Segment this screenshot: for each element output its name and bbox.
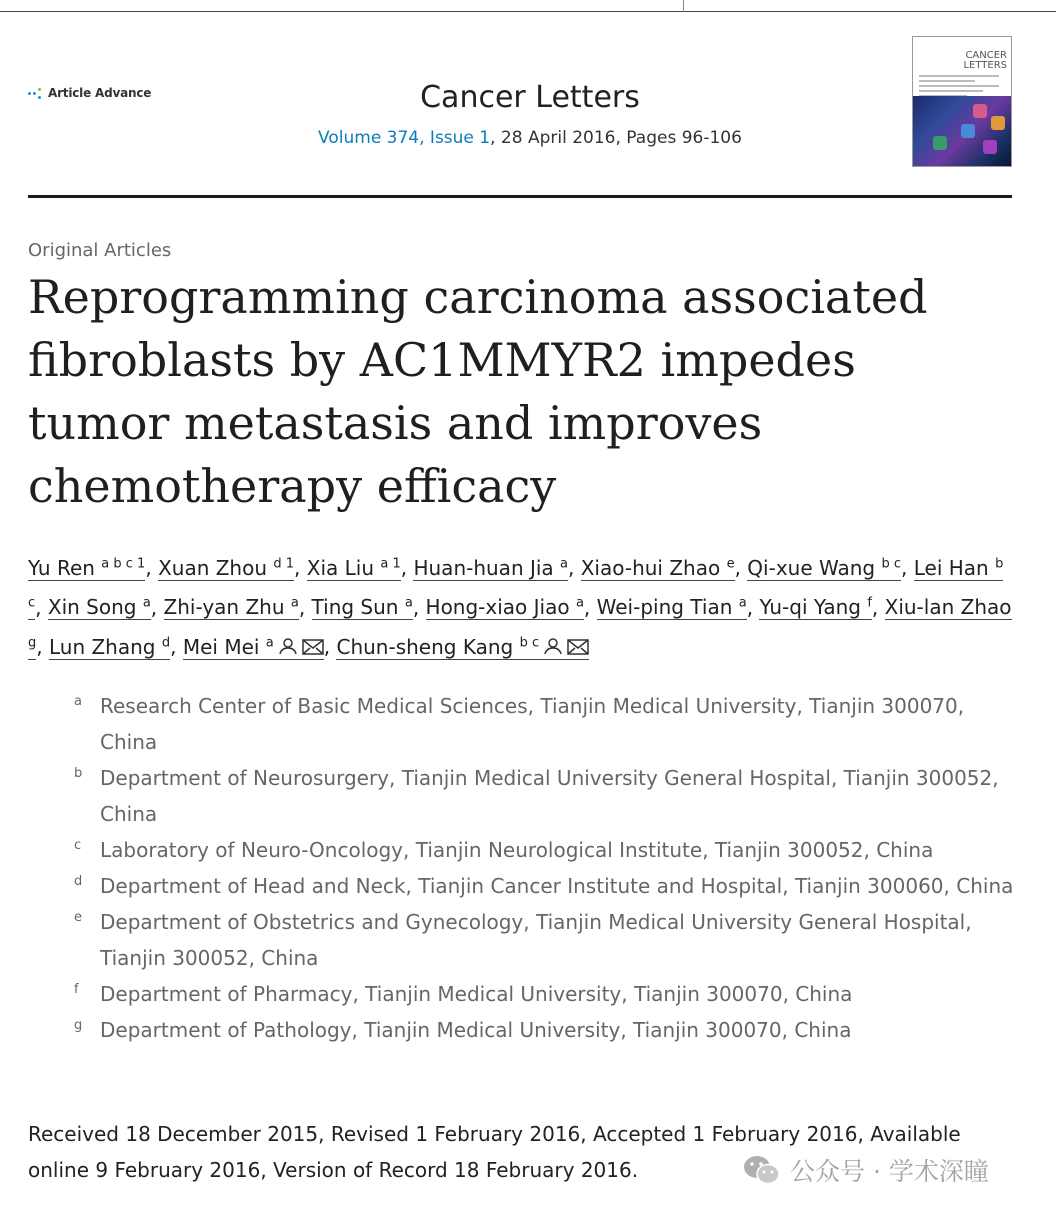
author-link[interactable] — [158, 556, 294, 581]
author-affiliation-marks: e — [726, 556, 735, 571]
author-name: Chun-sheng Kang — [336, 634, 514, 659]
envelope-icon[interactable] — [567, 630, 589, 666]
author-link[interactable] — [597, 595, 747, 620]
issue-link[interactable]: Volume 374, Issue 1 — [318, 128, 491, 148]
author-name: Ting Sun — [311, 595, 399, 620]
author-link[interactable] — [747, 556, 901, 581]
wechat-icon — [742, 1153, 782, 1187]
affiliation-item — [28, 760, 1018, 832]
article-type: Original Articles — [28, 240, 172, 261]
article-advance-badge[interactable] — [28, 86, 151, 100]
affiliation-item — [28, 688, 1018, 760]
author-affiliation-marks: b c — [519, 635, 540, 651]
author-affiliation-marks: a — [290, 595, 299, 611]
author-name: Qi-xue Wang — [747, 555, 876, 580]
author-name: Xia Liu — [306, 555, 375, 580]
person-icon — [543, 630, 563, 666]
cover-title: CANCER LETTERS — [963, 50, 1007, 71]
envelope-icon[interactable] — [302, 630, 324, 666]
author-name: Xuan Zhou — [158, 555, 268, 580]
author-link[interactable] — [581, 556, 735, 581]
author-name: Lun Zhang — [48, 634, 156, 659]
journal-header — [28, 12, 1012, 198]
watermark — [742, 1152, 989, 1188]
author-link[interactable] — [312, 595, 413, 620]
author-name: Zhi-yan Zhu — [163, 595, 285, 620]
affiliation-item — [28, 976, 1018, 1012]
author-affiliation-marks: d — [161, 635, 171, 651]
affiliation-mark: a — [74, 694, 82, 709]
author-name: Yu Ren — [28, 555, 95, 580]
author-name: Hong-xiao Jiao — [425, 595, 570, 620]
article-title: Reprogramming carcinoma associated fibroblasts by AC1MMYR2 impedes tumor metastasis and improves chemotherapy efficacy — [28, 270, 928, 513]
issue-info — [278, 128, 782, 148]
person-icon — [278, 630, 298, 666]
author-affiliation-marks: b c — [881, 556, 902, 571]
author-link[interactable] — [28, 556, 145, 581]
author-affiliation-marks: f — [867, 595, 872, 611]
author-affiliation-marks: a — [738, 595, 747, 611]
author-affiliation-marks: b c — [28, 556, 1004, 611]
author-link[interactable] — [759, 595, 871, 620]
author-list: Yu Ren $^{a b c 1}$, Xuan Zhou $^{d 1}$, Xia Liu $^{a 1}$, Huan-huan Jia $^a$, Xiao-hui Zhao $^e$, Qi-xue Wang $^{b c}$, Lei Han $^{b c}$, Xin Song $^a$, Zhi-yan Zhu $^a$, Ting Sun $^a$, Hong-xiao Jiao $^a$, Wei-ping Tian $^a$, Yu-qi Yang $^f$, Xiu-lan Zhao $^g$, Lun Zhang $^d$, Mei Mei $^a$ , Chun-sheng Kang $^{b c}$ — [28, 546, 1018, 666]
author-affiliation-marks: a — [265, 635, 274, 651]
affiliation-text: Research Center of Basic Medical Sciences, Tianjin Medical University, Tianjin 300070, China — [100, 694, 965, 754]
author-affiliation-marks: a b c 1 — [101, 556, 146, 571]
author-link[interactable] — [183, 635, 324, 660]
author-name: Xin Song — [47, 595, 137, 620]
article-advance-icon — [28, 86, 44, 100]
author-link[interactable] — [307, 556, 401, 581]
author-link[interactable] — [426, 595, 584, 620]
affiliation-text: Department of Neurosurgery, Tianjin Medical University General Hospital, Tianjin 300052, China — [100, 766, 999, 826]
affiliation-mark: b — [74, 766, 83, 781]
author-affiliation-marks: a — [560, 556, 569, 571]
journal-cover-thumbnail[interactable] — [912, 36, 1012, 167]
affiliation-text: Department of Pathology, Tianjin Medical University, Tianjin 300070, China — [100, 1018, 852, 1042]
author-link[interactable] — [164, 595, 299, 620]
author-link[interactable] — [48, 595, 151, 620]
affiliation-mark: g — [74, 1018, 83, 1033]
affiliation-item — [28, 904, 1018, 976]
issue-details: , 28 April 2016, Pages 96-106 — [490, 128, 742, 148]
article-dates: Received 18 December 2015, Revised 1 February 2016, Accepted 1 February 2016, Available online 9 February 2016, Version of Record 18 February 2016. — [28, 1122, 961, 1182]
author-name: Mei Mei — [182, 634, 260, 659]
author-link[interactable] — [413, 556, 568, 581]
cover-artwork — [913, 96, 1012, 166]
affiliation-text: Department of Obstetrics and Gynecology, Tianjin Medical University General Hospital, Tianjin 300052, China — [100, 910, 972, 970]
affiliation-text: Laboratory of Neuro-Oncology, Tianjin Neurological Institute, Tianjin 300052, China — [100, 838, 934, 862]
affiliation-list — [28, 688, 1018, 1048]
author-affiliation-marks: a — [404, 595, 413, 611]
author-name: Yu-qi Yang — [759, 595, 861, 620]
author-affiliation-marks: d 1 — [273, 556, 295, 571]
affiliation-item — [28, 868, 1018, 904]
affiliation-text: Department of Pharmacy, Tianjin Medical University, Tianjin 300070, China — [100, 982, 853, 1006]
author-affiliation-marks: g — [28, 635, 37, 651]
author-name: Lei Han — [913, 555, 989, 580]
affiliation-item — [28, 1012, 1018, 1048]
author-name: Xiao-hui Zhao — [580, 555, 721, 580]
affiliation-item — [28, 832, 1018, 868]
author-link[interactable] — [49, 635, 170, 660]
affiliation-mark: e — [74, 910, 82, 925]
affiliation-text: Department of Head and Neck, Tianjin Cancer Institute and Hospital, Tianjin 300060, China — [100, 874, 1014, 898]
author-affiliation-marks: a — [142, 595, 151, 611]
author-name: Huan-huan Jia — [413, 555, 554, 580]
author-affiliation-marks: a 1 — [380, 556, 401, 571]
article-advance-label: Article Advance — [48, 86, 152, 100]
affiliation-mark: f — [74, 982, 79, 997]
author-link[interactable] — [336, 635, 589, 660]
affiliation-mark: c — [74, 838, 82, 853]
journal-title[interactable]: Cancer Letters — [420, 80, 640, 115]
top-bar — [0, 0, 1056, 12]
author-affiliation-marks: a — [575, 595, 584, 611]
affiliation-mark: d — [74, 874, 83, 889]
watermark-text: 公众号 · 学术深瞳 — [790, 1157, 989, 1186]
author-name: Xiu-lan Zhao — [884, 595, 1012, 620]
author-name: Wei-ping Tian — [596, 595, 733, 620]
